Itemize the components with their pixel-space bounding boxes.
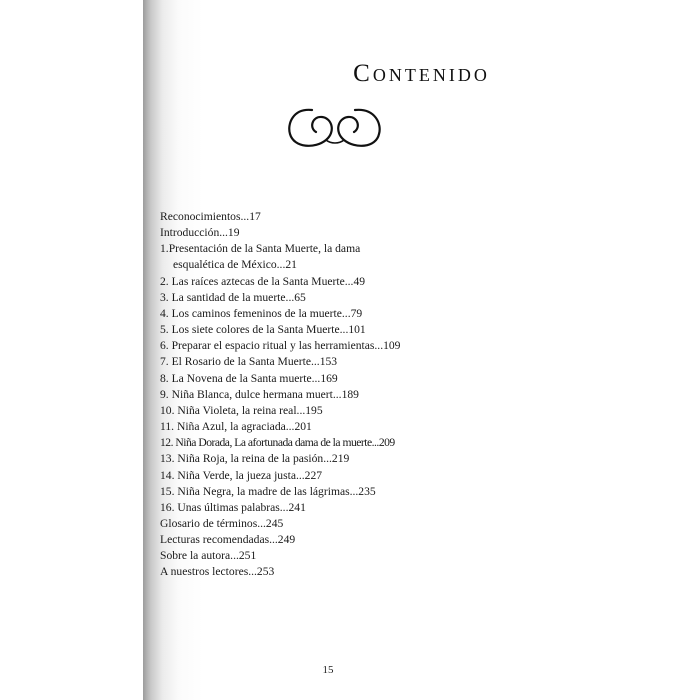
back-matter-entry: Glosario de términos...245 (160, 517, 284, 530)
toc-entry: 10. Niña Violeta, la reina real...195 (160, 403, 323, 417)
back-matter-entry: A nuestros lectores...253 (160, 565, 275, 579)
toc-entry: 13. Niña Roja, la reina de la pasión...219 (160, 452, 350, 466)
toc-entry: 16. Unas últimas palabras...241 (160, 500, 306, 514)
toc-entry: 15. Niña Negra, la madre de las lágrimas...235 (160, 484, 376, 498)
table-of-contents (160, 209, 580, 516)
toc-entry: 11. Niña Azul, la agraciada...201 (160, 420, 312, 434)
book-page (143, 0, 700, 700)
toc-entry: 8. La Novena de la Santa muerte...169 (160, 371, 338, 385)
page-title: Contenido (353, 60, 490, 87)
toc-entry: Reconocimientos...17 (160, 210, 261, 223)
toc-entry: 6. Preparar el espacio ritual y las herramientas...109 (160, 339, 401, 353)
toc-entry: 2. Las raíces aztecas de la Santa Muerte...49 (160, 274, 366, 288)
toc-entry: 7. El Rosario de la Santa Muerte...153 (160, 355, 338, 369)
back-matter-entry: Sobre la autora...251 (160, 549, 257, 563)
toc-entry-continuation: esqualética de México...21 (173, 258, 297, 272)
toc-entry: Introducción...19 (160, 226, 240, 240)
page-number: 15 (322, 664, 334, 676)
toc-entry: 3. La santidad de la muerte...65 (160, 290, 306, 304)
scroll-flourish-icon (285, 104, 385, 152)
toc-entry: 5. Los siete colores de la Santa Muerte...101 (160, 323, 366, 337)
back-matter-list (160, 516, 580, 581)
toc-entry: 12. Niña Dorada, La afortunada dama de la muerte...209 (160, 436, 395, 450)
toc-entry: 4. Los caminos femeninos de la muerte...79 (160, 306, 363, 320)
toc-entry: 14. Niña Verde, la jueza justa...227 (160, 468, 323, 482)
back-matter-entry: Lecturas recomendadas...249 (160, 533, 296, 547)
toc-entry: 9. Niña Blanca, dulce hermana muert...189 (160, 387, 359, 401)
toc-entry: 1.Presentación de la Santa Muerte, la dama (160, 242, 361, 256)
